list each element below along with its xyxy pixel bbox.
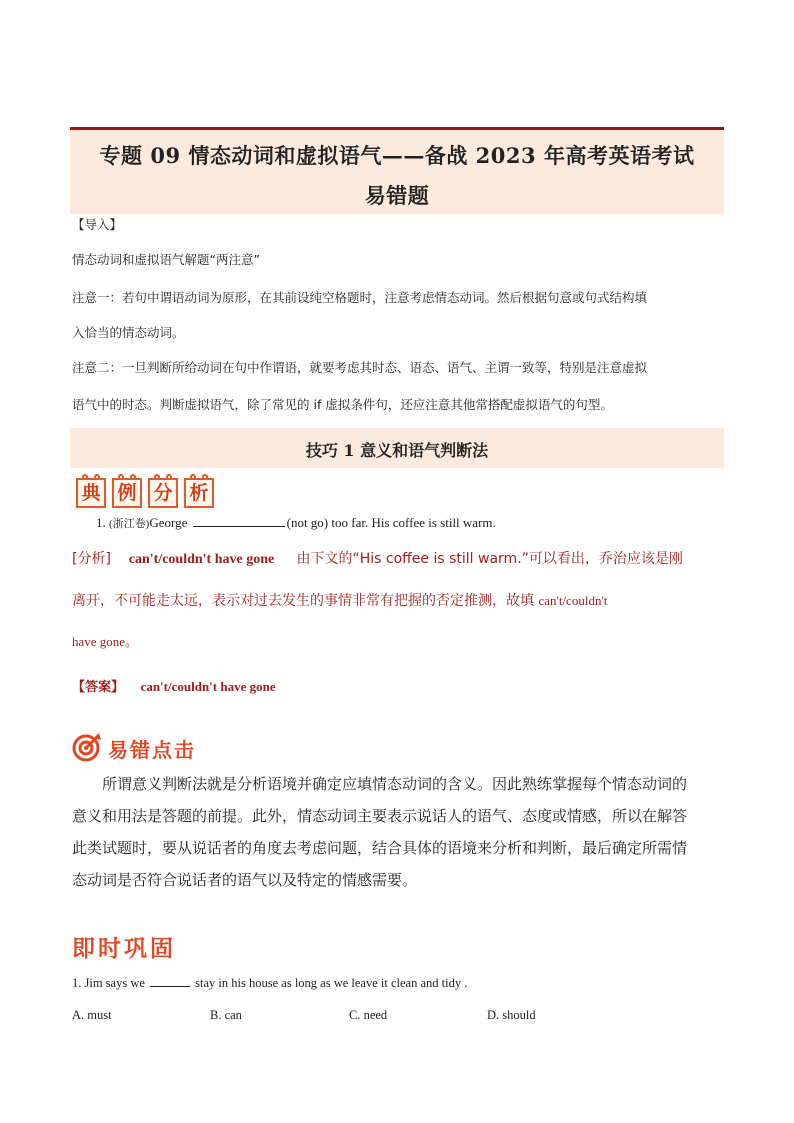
question-text-after: (not go) too far. His coffee is still warm.	[286, 515, 496, 530]
option-a[interactable]: A. must	[72, 1008, 112, 1022]
question-source: (浙江卷)	[109, 518, 150, 530]
analysis-text-2a: 离开，不可能走太远，表示对过去发生的事情非常有把握的否定推测，故填	[72, 593, 539, 609]
error-paragraph-line-1: 所谓意义判断法就是分析语境并确定应填情态动词的含义。因此熟练掌握每个情态动词的	[102, 775, 688, 793]
answer-line	[72, 676, 276, 695]
question-number: 1.	[96, 515, 106, 530]
error-paragraph-line-4: 态动词是否符合说话者的语气以及特定的情感需要。	[72, 871, 418, 889]
intro-paragraph-3b: 语气中的时态。判断虚拟语气，除了常见的 if 虚拟条件句，还应注意其他常搭配虚拟语气的句型。	[72, 397, 613, 412]
error-paragraph-line-2: 意义和用法是答题的前提。此外，情态动词主要表示说话人的语气、态度或情感，所以在解答	[72, 807, 688, 825]
skill-section-bar	[70, 428, 724, 468]
analysis-label: [分析]	[72, 551, 111, 567]
option-c[interactable]: C. need	[349, 1008, 388, 1022]
exercise-blank[interactable]	[150, 976, 190, 987]
analysis-line-1	[72, 550, 683, 569]
title-banner	[70, 127, 724, 214]
error-section-title: 易错点击	[108, 738, 196, 762]
answer-label: 【答案】	[72, 680, 125, 695]
error-paragraph-line-3: 此类试题时，要从说话者的角度去考虑问题，结合具体的语境来分析和判断，最后确定所需情	[72, 839, 688, 857]
skill-title: 技巧 1 意义和语气判断法	[305, 441, 489, 460]
question-text-before: George	[149, 515, 188, 530]
analysis-text-3: have gone。	[72, 634, 139, 649]
target-icon	[72, 732, 102, 762]
example-badge-2: 例	[112, 474, 146, 508]
example-badge-1: 典	[76, 474, 110, 508]
example-badge-3: 分	[148, 474, 182, 508]
quick-section-title: 即时巩固	[72, 936, 176, 962]
intro-heading: 【导入】	[72, 217, 123, 232]
option-b[interactable]: B. can	[210, 1008, 242, 1022]
analysis-answer: can't/couldn't have gone	[128, 552, 275, 567]
exercise-question-1	[72, 976, 467, 991]
analysis-line-2	[72, 592, 607, 610]
analysis-line-3	[72, 633, 138, 651]
intro-paragraph-1: 情态动词和虚拟语气解题“两注意”	[72, 252, 260, 267]
analysis-text-1: 由下文的“His coffee is still warm.”可以看出，乔治应该是刚	[296, 551, 683, 567]
title-line-2: 易错题	[364, 183, 430, 208]
example-question-1	[96, 514, 496, 531]
exercise-text-before: 1. Jim says we	[72, 976, 145, 990]
intro-paragraph-2b: 入恰当的情态动词。	[72, 325, 185, 340]
answer-value: can't/couldn't have gone	[140, 679, 276, 694]
example-badge-4: 析	[184, 474, 218, 508]
exercise-text-after: stay in his house as long as we leave it clean and tidy .	[195, 976, 468, 990]
intro-paragraph-3a: 注意二：一旦判断所给动词在句中作谓语，就要考虑其时态、语态、语气、主谓一致等，特别是注意虚拟	[72, 360, 648, 375]
analysis-text-2b: can't/couldn't	[538, 593, 608, 608]
title-line-1: 专题 09 情态动词和虚拟语气——备战 2023 年高考英语考试	[99, 143, 695, 168]
intro-paragraph-2a: 注意一：若句中谓语动词为原形，在其前设纯空格题时，注意考虑情态动词。然后根据句意或句式结构填	[72, 290, 648, 305]
option-d[interactable]: D. should	[487, 1008, 536, 1022]
answer-blank[interactable]	[193, 514, 285, 527]
